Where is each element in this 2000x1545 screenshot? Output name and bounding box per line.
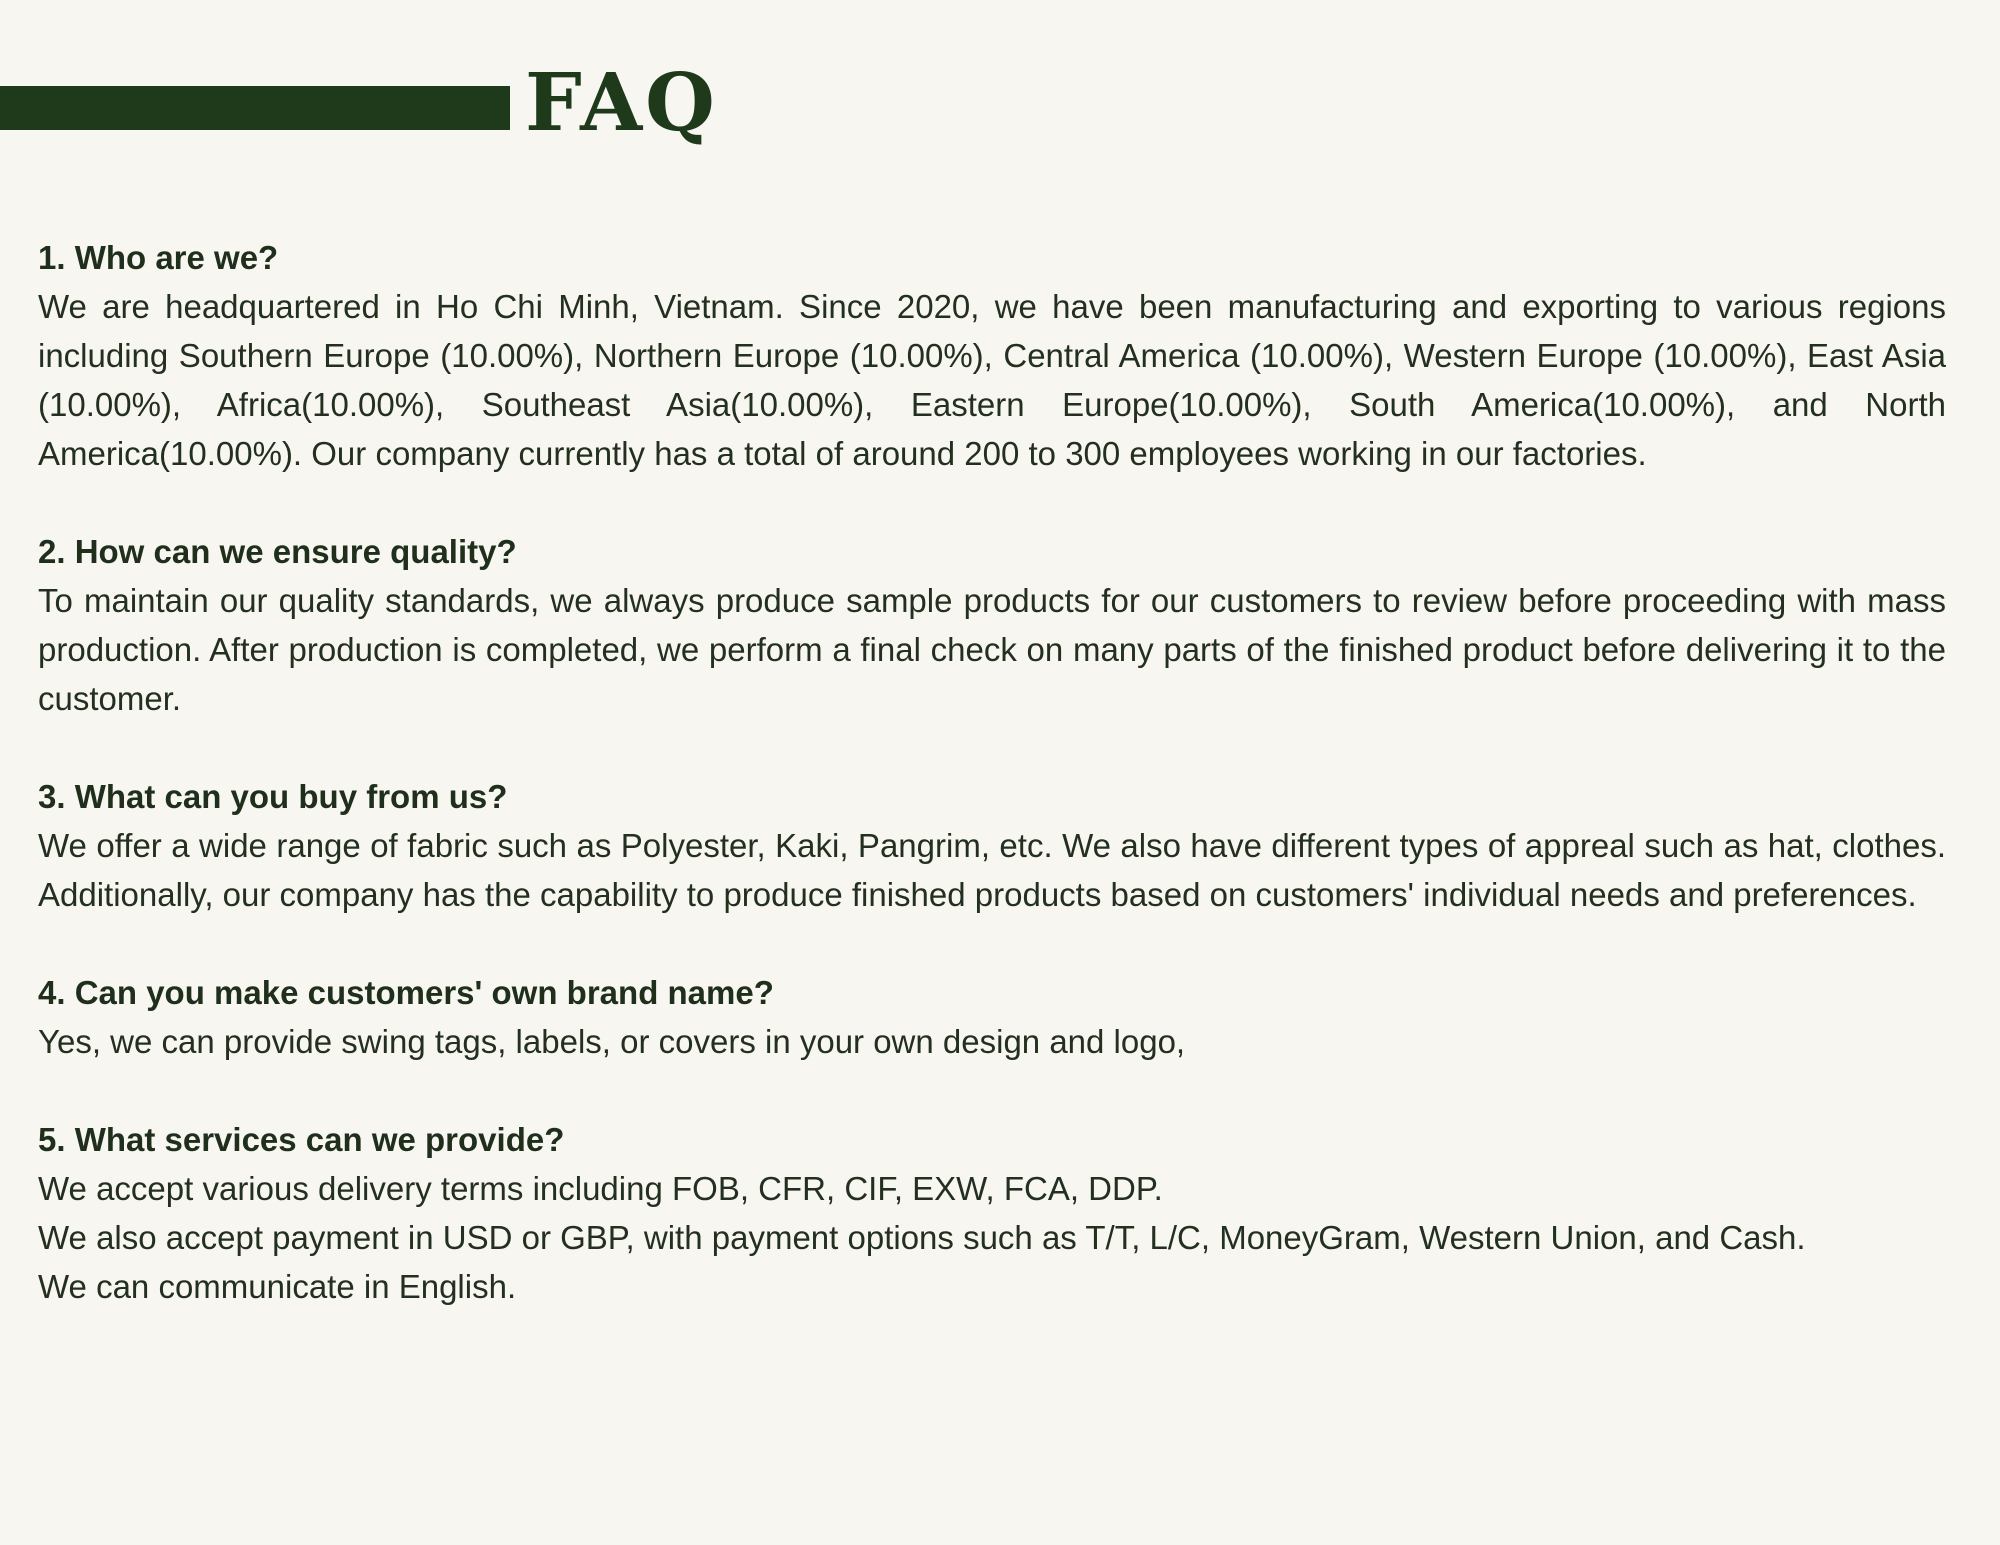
faq-item-services	[38, 1115, 1946, 1311]
title-accent-bar	[0, 86, 510, 130]
page-title: FAQ	[525, 55, 718, 149]
page-header	[0, 55, 800, 170]
faq-answer: Yes, we can provide swing tags, labels, or covers in your own design and logo,	[38, 1023, 1186, 1060]
faq-answer: We accept various delivery terms including FOB, CFR, CIF, EXW, FCA, DDP.	[38, 1170, 1163, 1207]
faq-question: 3. What can you buy from us?	[38, 778, 508, 815]
faq-item-who-are-we	[38, 233, 1946, 478]
faq-question: 1. Who are we?	[38, 239, 279, 276]
faq-question: 2. How can we ensure quality?	[38, 533, 517, 570]
faq-item-quality	[38, 527, 1946, 723]
faq-item-brand-name	[38, 968, 1946, 1066]
faq-answer: To maintain our quality standards, we always produce sample products for our customers to review before proceeding with mass production. After production is completed, we perform a final check on many parts of the finished product before delivering it to the customer.	[38, 582, 1946, 717]
faq-answer: We also accept payment in USD or GBP, with payment options such as T/T, L/C, MoneyGram, Western Union, and Cash.	[38, 1219, 1806, 1256]
faq-item-products	[38, 772, 1946, 919]
faq-question: 4. Can you make customers' own brand name?	[38, 974, 774, 1011]
faq-answer: We can communicate in English.	[38, 1268, 517, 1305]
faq-answer: We offer a wide range of fabric such as Polyester, Kaki, Pangrim, etc. We also have different types of appreal such as hat, clothes. Additionally, our company has the capability to produce finished products based on customers' individual needs and preferences.	[38, 827, 1946, 913]
faq-answer: We are headquartered in Ho Chi Minh, Vietnam. Since 2020, we have been manufacturing and exporting to various regions including Southern Europe (10.00%), Northern Europe (10.00%), Central America (10.00%), Western Europe (10.00%), East Asia (10.00%), Africa(10.00%), Southeast Asia(10.00%), Eastern Europe(10.00%), South America(10.00%), and North America(10.00%). Our company currently has a total of around 200 to 300 employees working in our factories.	[38, 288, 1946, 472]
faq-question: 5. What services can we provide?	[38, 1121, 565, 1158]
faq-list	[38, 233, 1946, 1360]
